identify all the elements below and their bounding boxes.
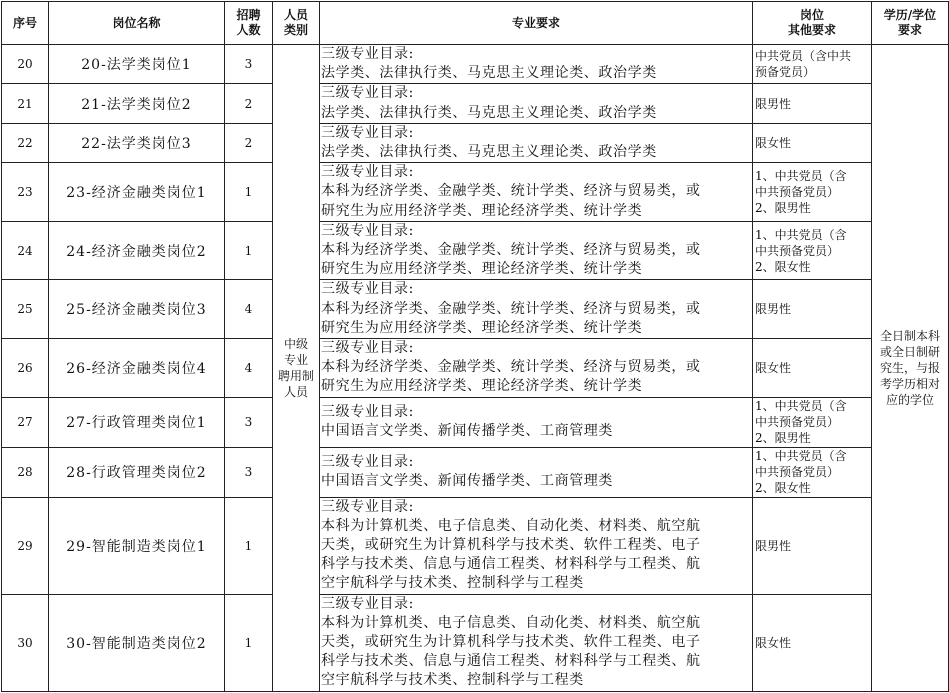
education-requirement-cell: 全日制本科 或全日制研 究生，与报 考学历相对 应的学位 <box>872 45 949 692</box>
row-post-name: 22-法学类岗位3 <box>49 123 225 162</box>
table-row <box>2 221 949 280</box>
table-row <box>2 280 949 339</box>
row-post-name: 29-智能制造类岗位1 <box>49 497 225 594</box>
row-other: 限男性 <box>753 497 872 594</box>
row-other: 限男性 <box>753 280 872 339</box>
row-post-name: 26-经济金融类岗位4 <box>49 339 225 398</box>
header-edu-line1: 学历/学位 <box>883 8 937 22</box>
row-other: 1、中共党员（含 中共预备党员） 2、限女性 <box>753 221 872 280</box>
row-seq: 23 <box>2 163 49 222</box>
row-other: 1、中共党员（含 中共预备党员） 2、限女性 <box>753 447 872 497</box>
row-seq: 30 <box>2 594 49 691</box>
row-post-name: 27-行政管理类岗位1 <box>49 397 225 447</box>
table-row <box>2 123 949 162</box>
row-post-name: 20-法学类岗位1 <box>49 45 225 84</box>
row-post-name: 28-行政管理类岗位2 <box>49 447 225 497</box>
table-row <box>2 163 949 222</box>
row-count: 3 <box>225 45 273 84</box>
row-post-name: 30-智能制造类岗位2 <box>49 594 225 691</box>
row-post-name: 23-经济金融类岗位1 <box>49 163 225 222</box>
table-row <box>2 447 949 497</box>
header-recruit-line1: 招聘 <box>236 8 261 22</box>
row-seq: 21 <box>2 84 49 123</box>
header-staff-category <box>273 2 320 45</box>
row-major: 三级专业目录: 中国语言文学类、新闻传播学类、工商管理类 <box>320 447 753 497</box>
header-row <box>2 2 949 45</box>
row-seq: 20 <box>2 45 49 84</box>
row-count: 3 <box>225 397 273 447</box>
header-seq: 序号 <box>2 2 49 45</box>
row-count: 4 <box>225 280 273 339</box>
row-major: 三级专业目录: 本科为经济学类、金融学类、统计学类、经济与贸易类，或 研究生为应用经济学类、理论经济学类、统计学类 <box>320 221 753 280</box>
table-row <box>2 397 949 447</box>
row-count: 3 <box>225 447 273 497</box>
header-edu-line2: 要求 <box>897 23 922 37</box>
row-major: 三级专业目录: 法学类、法律执行类、马克思主义理论类、政治学类 <box>320 123 753 162</box>
header-major: 专业要求 <box>320 2 753 45</box>
header-education <box>872 2 949 45</box>
row-major: 三级专业目录: 法学类、法律执行类、马克思主义理论类、政治学类 <box>320 84 753 123</box>
row-seq: 27 <box>2 397 49 447</box>
header-other-line2: 其他要求 <box>787 23 836 37</box>
row-major: 三级专业目录: 本科为经济学类、金融学类、统计学类、经济与贸易类，或 研究生为应用经济学类、理论经济学类、统计学类 <box>320 280 753 339</box>
row-other: 限男性 <box>753 84 872 123</box>
row-post-name: 21-法学类岗位2 <box>49 84 225 123</box>
header-staff-line1: 人员 <box>283 8 308 22</box>
header-staff-line2: 类别 <box>283 23 308 37</box>
header-recruit-line2: 人数 <box>236 23 261 37</box>
header-post-name: 岗位名称 <box>49 2 225 45</box>
table-row <box>2 594 949 691</box>
row-seq: 29 <box>2 497 49 594</box>
recruitment-table <box>1 1 949 692</box>
table-row <box>2 84 949 123</box>
row-count: 1 <box>225 221 273 280</box>
row-major: 三级专业目录: 本科为经济学类、金融学类、统计学类、经济与贸易类，或 研究生为应用经济学类、理论经济学类、统计学类 <box>320 163 753 222</box>
row-count: 2 <box>225 123 273 162</box>
row-major: 三级专业目录: 本科为计算机类、电子信息类、自动化类、材料类、航空航 天类，或研究生为计算机科学与技术类、软件工程类、电子 科学与技术类、信息与通信工程类、材料科学与工程类、航 空宇航科学与技术类、控制科学与工程类 <box>320 497 753 594</box>
table-row <box>2 497 949 594</box>
table-row <box>2 339 949 398</box>
row-seq: 25 <box>2 280 49 339</box>
row-count: 1 <box>225 594 273 691</box>
row-count: 4 <box>225 339 273 398</box>
row-count: 1 <box>225 163 273 222</box>
row-other: 中共党员（含中共 预备党员） <box>753 45 872 84</box>
row-other: 限女性 <box>753 594 872 691</box>
row-seq: 22 <box>2 123 49 162</box>
header-other <box>753 2 872 45</box>
header-recruit-count <box>225 2 273 45</box>
row-other: 限女性 <box>753 339 872 398</box>
row-post-name: 24-经济金融类岗位2 <box>49 221 225 280</box>
row-seq: 24 <box>2 221 49 280</box>
row-other: 限女性 <box>753 123 872 162</box>
row-major: 三级专业目录: 本科为经济学类、金融学类、统计学类、经济与贸易类，或 研究生为应用经济学类、理论经济学类、统计学类 <box>320 339 753 398</box>
row-seq: 28 <box>2 447 49 497</box>
row-other: 1、中共党员（含 中共预备党员） 2、限男性 <box>753 397 872 447</box>
row-count: 2 <box>225 84 273 123</box>
header-other-line1: 岗位 <box>799 8 824 22</box>
row-major: 三级专业目录: 中国语言文学类、新闻传播学类、工商管理类 <box>320 397 753 447</box>
table-row <box>2 45 949 84</box>
row-other: 1、中共党员（含 中共预备党员） 2、限男性 <box>753 163 872 222</box>
row-count: 1 <box>225 497 273 594</box>
row-major: 三级专业目录: 法学类、法律执行类、马克思主义理论类、政治学类 <box>320 45 753 84</box>
row-post-name: 25-经济金融类岗位3 <box>49 280 225 339</box>
row-major: 三级专业目录: 本科为计算机类、电子信息类、自动化类、材料类、航空航 天类，或研究生为计算机科学与技术类、软件工程类、电子 科学与技术类、信息与通信工程类、材料科学与工程类、航 空宇航科学与技术类、控制科学与工程类 <box>320 594 753 691</box>
staff-category-cell: 中级 专业 聘用制 人员 <box>273 45 320 692</box>
row-seq: 26 <box>2 339 49 398</box>
